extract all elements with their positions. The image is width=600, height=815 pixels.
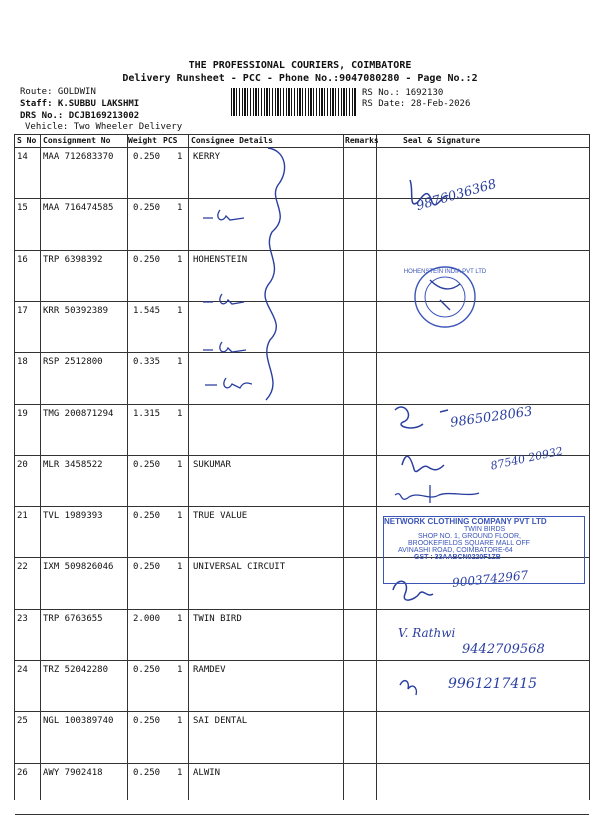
cell-consignment: RSP 2512800: [43, 357, 103, 368]
cell-weight: 0.250: [133, 716, 161, 727]
handwritten-phone-5: 9442709568: [462, 642, 545, 657]
handwritten-phone-1: 9876036368: [414, 176, 499, 215]
cell-consignee: ALWIN: [193, 767, 221, 778]
stamp-line-6: GST : 33AABCN0220F1ZB: [414, 554, 501, 561]
cell-consignment: NGL 100389740: [43, 716, 114, 727]
cell-consignment: MAA 712683370: [43, 152, 114, 162]
cell-weight: 0.250: [133, 254, 161, 265]
cell-sno: 25: [17, 716, 28, 727]
cell-pcs: 1: [177, 665, 183, 675]
cell-weight: 1.545: [133, 305, 161, 316]
pen-mark: [203, 342, 246, 352]
cell-consignee: SAI DENTAL: [193, 716, 248, 727]
cell-consignment: MLR 3458522: [43, 459, 103, 470]
signature-true-value: [402, 456, 444, 471]
company-title: THE PROFESSIONAL COURIERS, COIMBATORE: [188, 60, 412, 71]
cell-consignee: HOHENSTEIN: [193, 254, 248, 265]
stamp-line-1: NETWORK CLOTHING COMPANY PVT LTD: [384, 517, 547, 526]
cell-consignee: KERRY: [193, 152, 221, 162]
handwritten-phone-2: 9865028063: [449, 404, 534, 431]
cell-consignment: KRR 50392389: [43, 305, 109, 316]
cell-weight: 2.000: [133, 613, 161, 624]
handwritten-phone-4: 9003742967: [451, 568, 529, 590]
cell-weight: 0.250: [133, 203, 161, 214]
cell-consignment: AWY 7902418: [43, 767, 103, 778]
round-stamp-text: HOHENSTEIN INDIA PVT LTD: [403, 269, 487, 275]
vehicle-label: Vehicle: Two Wheeler Delivery: [25, 122, 183, 132]
cell-pcs: 1: [177, 203, 183, 214]
col-header-seal: Seal & Signature: [403, 136, 481, 145]
cell-sno: 15: [17, 203, 28, 214]
brace-mark: [265, 148, 285, 400]
round-stamp: [415, 267, 475, 327]
drs-label: DRS No.: DCJB169213002: [20, 111, 140, 121]
col-header-consignee: Consignee Details: [191, 136, 273, 145]
signature-universal: [395, 485, 479, 503]
rs-date: RS Date: 28-Feb-2026: [362, 99, 471, 109]
cell-consignee: TRUE VALUE: [193, 511, 248, 522]
cell-consignee: RAMDEV: [193, 665, 226, 675]
cell-pcs: 1: [177, 357, 183, 368]
cell-sno: 26: [17, 767, 28, 778]
cell-pcs: 1: [177, 254, 183, 265]
runsheet-subtitle: Delivery Runsheet - PCC - Phone No.:9047080280 - Page No.:2: [122, 73, 478, 84]
cell-sno: 16: [17, 254, 28, 265]
pen-mark: [203, 210, 244, 220]
rs-number: RS No.: 1692130: [362, 88, 444, 98]
cell-weight: 0.250: [133, 767, 161, 778]
round-stamp-signature: [430, 280, 460, 310]
cell-sno: 19: [17, 408, 28, 419]
cell-sno: 17: [17, 305, 28, 316]
cell-consignment: MAA 716474585: [43, 203, 114, 214]
cell-weight: 0.250: [133, 665, 161, 675]
cell-pcs: 1: [177, 613, 183, 624]
col-header-pcs: PCS: [163, 136, 178, 145]
pen-mark: [205, 378, 252, 388]
cell-consignment: TMG 200871294: [43, 408, 114, 419]
cell-pcs: 1: [177, 408, 183, 419]
staff-label: Staff: K.SUBBU LAKSHMI: [20, 99, 140, 109]
cell-consignment: TVL 1989393: [43, 511, 103, 522]
cell-consignee: UNIVERSAL CIRCUIT: [193, 562, 286, 573]
cell-weight: 0.250: [133, 562, 161, 573]
col-header-consignment: Consignment No: [43, 136, 111, 145]
company-stamp: [383, 516, 585, 584]
handwritten-phone-3: 87540 20932: [489, 444, 565, 473]
cell-pcs: 1: [177, 305, 183, 316]
cell-weight: 0.250: [133, 511, 161, 522]
cell-pcs: 1: [177, 459, 183, 470]
col-header-remarks: Remarks: [345, 136, 379, 145]
cell-consignment: TRZ 52042280: [43, 665, 109, 675]
cell-weight: 0.250: [133, 152, 161, 162]
cell-consignment: TRP 6398392: [43, 254, 103, 265]
signature-alwin: [400, 681, 416, 695]
cell-consignee: SUKUMAR: [193, 459, 231, 470]
round-stamp-inner: [425, 277, 465, 317]
stamp-line-3: SHOP NO. 1, GROUND FLOOR,: [418, 533, 521, 540]
cell-sno: 23: [17, 613, 28, 624]
cell-consignment: IXM 509826046: [43, 562, 114, 573]
cell-sno: 24: [17, 665, 28, 675]
handwritten-name: V. Rathwi: [398, 626, 456, 640]
cell-consignee: TWIN BIRD: [193, 613, 242, 624]
pen-mark: [203, 294, 244, 304]
stamp-line-4: BROOKEFIELDS SQUARE MALL OFF: [408, 540, 530, 547]
signature-sukumar: [395, 407, 448, 428]
cell-pcs: 1: [177, 562, 183, 573]
cell-weight: 0.250: [133, 459, 161, 470]
cell-weight: 0.335: [133, 357, 161, 368]
stamp-line-5: AVINASHI ROAD, COIMBATORE-64: [398, 547, 513, 554]
signature-ramdev: [393, 581, 433, 600]
cell-sno: 20: [17, 459, 28, 470]
cell-sno: 22: [17, 562, 28, 573]
cell-sno: 21: [17, 511, 28, 522]
cell-weight: 1.315: [133, 408, 161, 419]
col-header-weight: Weight: [128, 136, 157, 145]
cell-sno: 14: [17, 152, 28, 162]
cell-consignment: TRP 6763655: [43, 613, 103, 624]
cell-pcs: 1: [177, 152, 183, 162]
cell-sno: 18: [17, 357, 28, 368]
col-header-sno: S No: [17, 136, 37, 145]
cell-pcs: 1: [177, 767, 183, 778]
handwritten-phone-6: 9961217415: [448, 676, 538, 692]
cell-pcs: 1: [177, 511, 183, 522]
cell-pcs: 1: [177, 716, 183, 727]
route-label: Route: GOLDWIN: [20, 87, 96, 97]
stamp-line-2: TWIN BIRDS: [464, 526, 506, 533]
